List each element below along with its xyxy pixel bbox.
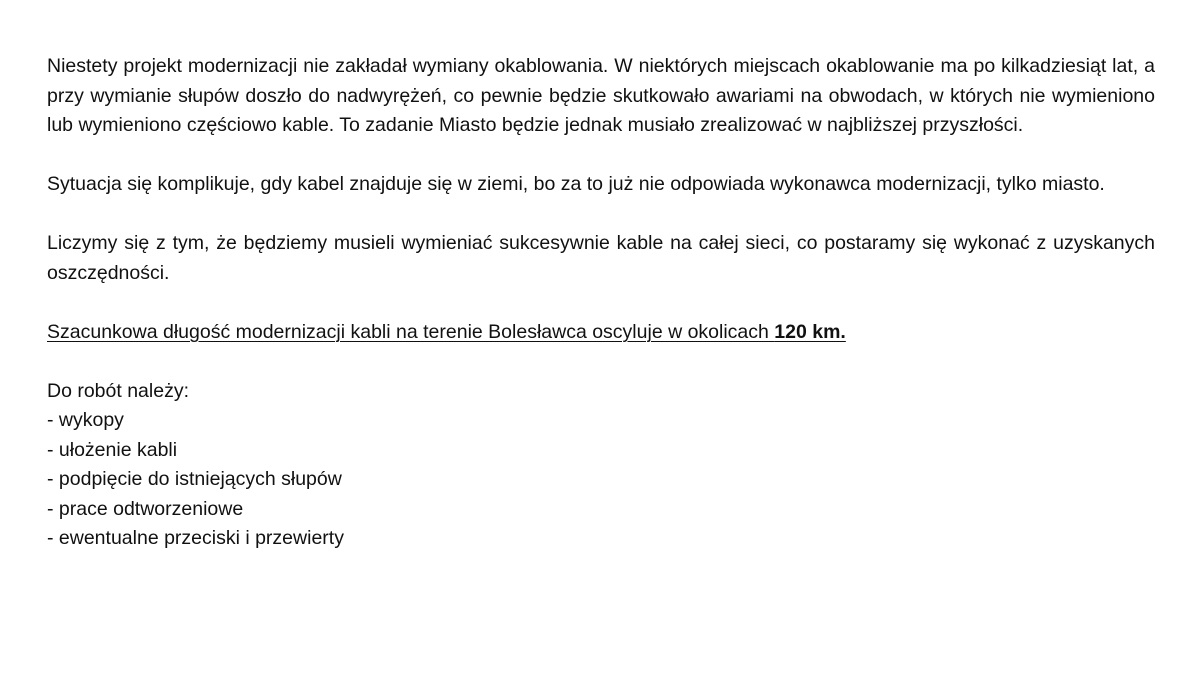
slide-content: [47, 52, 1155, 554]
list-item: - ewentualne przeciski i przewierty: [47, 527, 344, 549]
task-list: [47, 406, 1155, 554]
tasks-heading: Do robót należy:: [47, 379, 189, 402]
list-item: - wykopy: [47, 409, 124, 431]
paragraph-savings: Liczymy się z tym, że będziemy musieli wymieniać sukcesywnie kable na całej sieci, co postaramy się wykonać z uzyskanych oszczędności.: [47, 232, 1155, 284]
list-item: - prace odtworzeniowe: [47, 497, 244, 520]
paragraph-underground-cable: Sytuacja się komplikuje, gdy kabel znajduje się w ziemi, bo za to już nie odpowiada wykonawca modernizacji, tylko miasto.: [47, 173, 1105, 195]
paragraph-cabling: Niestety projekt modernizacji nie zakładał wymiany okablowania. W niektórych miejscach okablowanie ma po kilkadziesiąt lat, a przy wymianie słupów doszło do nadwyrężeń, co pewnie będzie skutkowało awariami na obwodach, w których nie wymieniono lub wymieniono częściowo kable. To zadanie Miasto będzie jednak musiało zrealizować w najbliższej przyszłości.: [47, 55, 1155, 136]
estimate-text: Szacunkowa długość modernizacji kabli na terenie Bolesławca oscyluje w okolicach: [47, 320, 775, 343]
estimate-value: 120 km.: [774, 320, 846, 343]
list-item: - ułożenie kabli: [47, 438, 178, 461]
list-item: - podpięcie do istniejących słupów: [47, 468, 342, 490]
estimate-line: [47, 318, 1155, 348]
